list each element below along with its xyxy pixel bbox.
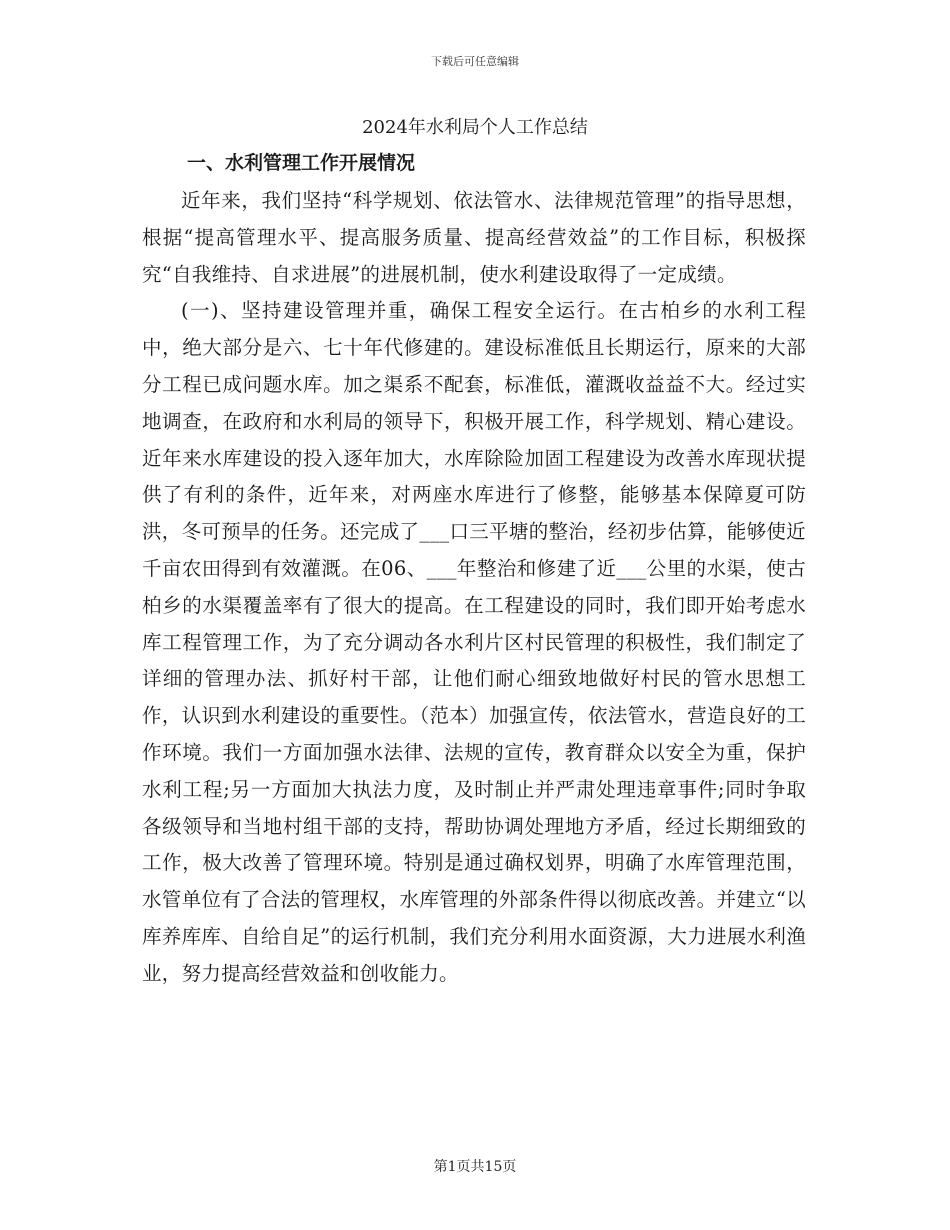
document-body bbox=[142, 183, 806, 993]
paragraph-construction-management: (一)、坚持建设管理并重，确保工程安全运行。在古柏乡的水利工程中，绝大部分是六、七十年代修建的。建设标准低且长期运行，原来的大部分工程已成问题水库。加之渠系不配套，标准低，灌溉收益益不大。经过实地调查，在政府和水利局的领导下，积极开展工作，科学规划、精心建设。近年来水库建设的投入逐年加大，水库除险加固工程建设为改善水库现状提供了有利的条件，近年来，对两座水库进行了修整，能够基本保障夏可防洪，冬可预旱的任务。还完成了___口三平塘的整治，经初步估算，能够使近千亩农田得到有效灌溉。在06、___年整治和修建了近___公里的水渠，使古柏乡的水渠覆盖率有了很大的提高。在工程建设的同时，我们即开始考虑水库工程管理工作，为了充分调动各水利片区村民管理的积极性，我们制定了详细的管理办法、抓好村干部，让他们耐心细致地做好村民的管水思想工作，认识到水利建设的重要性。（范本）加强宣传，依法管水，营造良好的工作环境。我们一方面加强水法律、法规的宣传，教育群众以安全为重，保护水利工程;另一方面加大执法力度，及时制止并严肃处理违章事件;同时争取各级领导和当地村组干部的支持，帮助协调处理地方矛盾，经过长期细致的工作，极大改善了管理环境。特别是通过确权划界，明确了水库管理范围，水管单位有了合法的管理权，水库管理的外部条件得以彻底改善。并建立“以库养库库、自给自足”的运行机制，我们充分利用水面资源，大力进展水利渔业，努力提高经营效益和创收能力。 bbox=[142, 299, 806, 985]
download-note: 下载后可任意编辑 bbox=[431, 55, 519, 68]
page-number: 第1页共15页 bbox=[433, 1159, 517, 1175]
paragraph-intro: 近年来，我们坚持“科学规划、依法管水、法律规范管理”的指导思想，根据“提高管理水平、提高服务质量、提高经营效益”的工作目标，积极探究“自我维持、自求进展”的进展机制，使水利建设取得了一定成绩。 bbox=[142, 189, 806, 286]
document-title: 2024年水利局个人工作总结 bbox=[362, 117, 588, 138]
section-heading: 一、水利管理工作开展情况 bbox=[187, 152, 416, 174]
